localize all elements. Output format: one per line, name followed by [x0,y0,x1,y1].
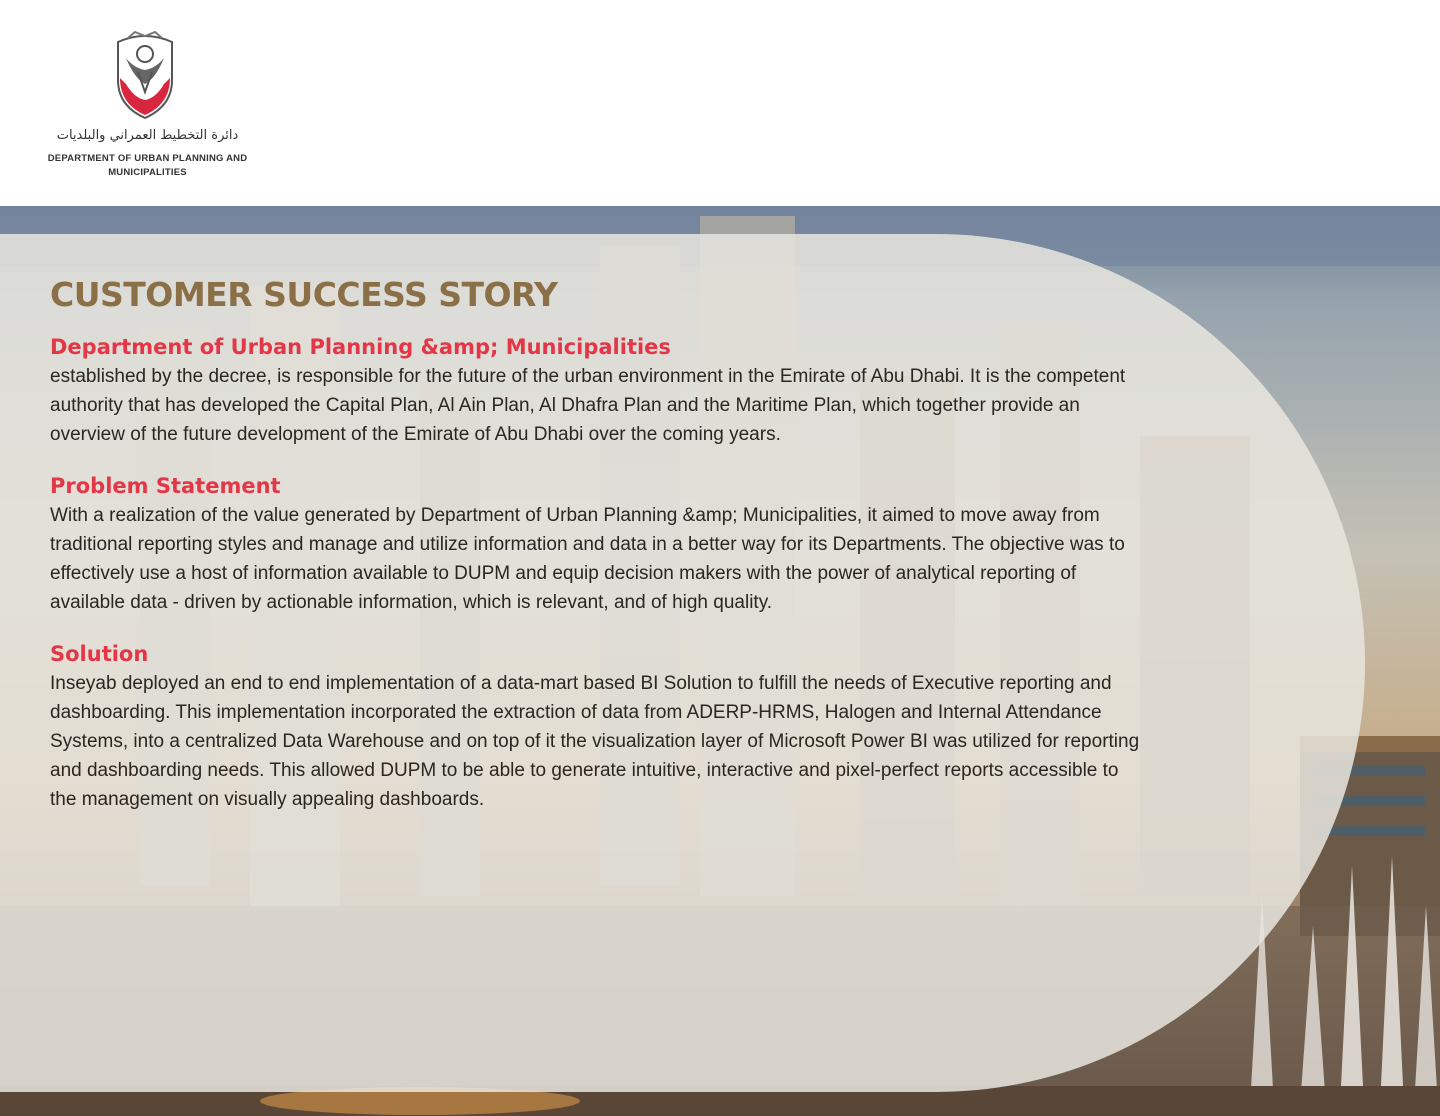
section-body: With a realization of the value generated by Department of Urban Planning &amp; Municipalities, it aimed to move away from traditional reporting styles and manage and utilize information and data in a better way for its Departments. The objective was to effectively use a host of information available to DUPM and equip decision makers with the power of analytical reporting of available data - driven by actionable information, which is relevant, and of high quality. [50,505,1125,613]
logo-english-name: DEPARTMENT OF URBAN PLANNING AND MUNICIPALITIES [47,153,248,178]
falcon-emblem-icon [108,28,182,120]
page-header [0,0,1440,206]
section-solution [50,639,1150,814]
section-body: Inseyab deployed an end to end implementation of a data-mart based BI Solution to fulfill the needs of Executive reporting and dashboarding. This implementation incorporated the extraction of data from ADERP-HRMS, Halogen and Internal Attendance Systems, into a centralized Data Warehouse and on top of it the visualization layer of Microsoft Power BI was utilized for reporting and dashboarding needs. This allowed DUPM to be able to generate intuitive, interactive and pixel-perfect reports accessible to the management on visually appealing dashboards. [50,673,1140,810]
section-heading: Solution [50,642,149,666]
page-title: CUSTOMER SUCCESS STORY [50,275,558,314]
section-problem-statement [50,471,1150,617]
story-content [50,274,1150,836]
section-heading: Department of Urban Planning &amp; Municipalities [50,335,671,359]
section-heading: Problem Statement [50,474,281,498]
logo-arabic-name: دائرة التخطيط العمراني والبلديات [56,128,239,143]
organization-logo [40,28,255,188]
section-organization [50,332,1150,449]
section-body: established by the decree, is responsible for the future of the urban environment in the Emirate of Abu Dhabi. It is the competent authority that has developed the Capital Plan, Al Ain Plan, Al Dhafra Plan and the Maritime Plan, which together provide an overview of the future development of the Emirate of Abu Dhabi over the coming years. [50,366,1126,445]
